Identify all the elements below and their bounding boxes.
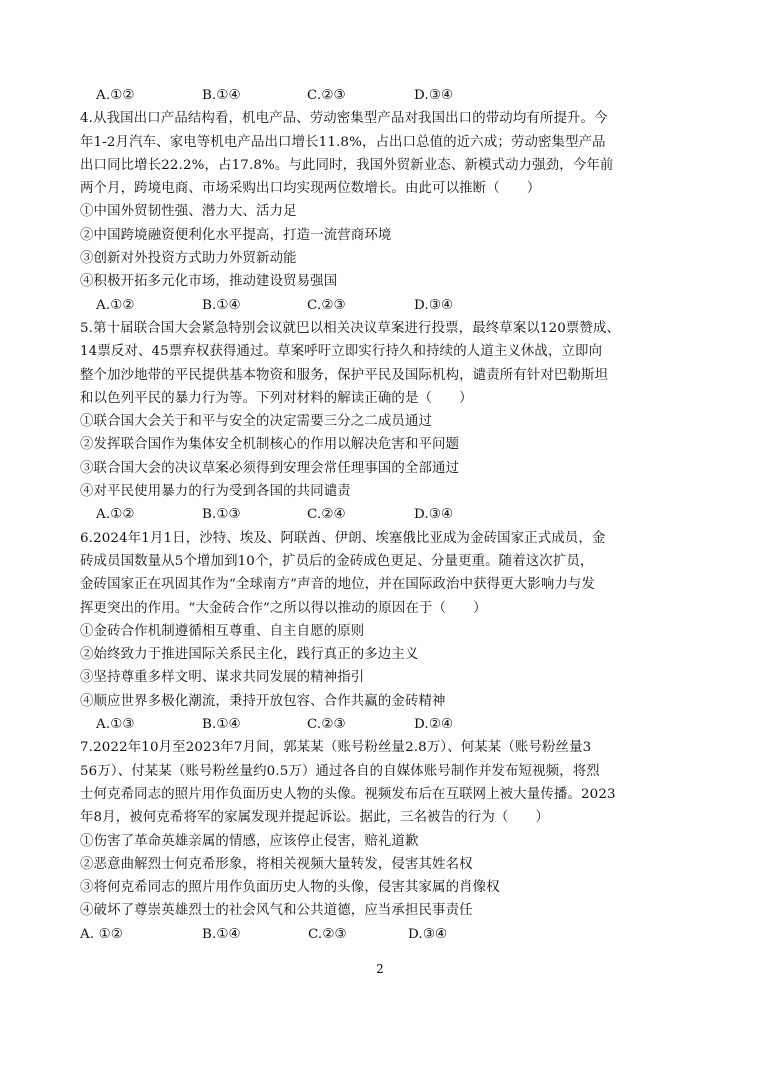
text-line: 5.第十届联合国大会紧急特别会议就巴以相关决议草案进行投票，最终草案以120票赞成、 — [80, 320, 621, 336]
answer-option: D.③④ — [414, 88, 454, 103]
answer-option: D.③④ — [408, 926, 448, 942]
answer-option: B.①④ — [202, 88, 241, 103]
text-line: ③联合国大会的决议草案必须得到安理会常任理事国的全部通过 — [80, 460, 460, 476]
page-number: 2 — [376, 962, 384, 976]
answer-option: A.①③ — [96, 717, 135, 733]
exam-content — [80, 84, 680, 946]
answer-option: D.③④ — [414, 297, 454, 313]
answer-option: B.①③ — [202, 507, 241, 523]
answer-option: C.②③ — [307, 717, 346, 733]
text-line: 14票反对、45票弃权获得通过。草案呼吁立即实行持久和持续的人道主义休战，立即向 — [80, 344, 603, 360]
text-line: ④破坏了尊崇英雄烈士的社会风气和公共道德，应当承担民事责任 — [80, 903, 473, 919]
answer-option: C.②③ — [307, 297, 346, 313]
text-line: 挥更突出的作用。“大金砖合作”之所以得以推动的原因在于（ ） — [80, 600, 487, 616]
text-line: ③创新对外投资方式助力外贸新动能 — [80, 251, 297, 267]
answer-options — [80, 923, 680, 946]
text-line: 士何克希同志的照片用作负面历史人物的头像。视频发布后在互联网上被大量传播。2023 — [80, 786, 616, 802]
answer-option: C.②④ — [307, 507, 346, 523]
answer-options — [80, 503, 680, 526]
answer-options — [80, 713, 680, 736]
text-line: 整个加沙地带的平民提供基本物资和服务，保护平民及国际机构，谴责所有针对巴勒斯坦 — [80, 367, 609, 383]
text-line: ②发挥联合国作为集体安全机制核心的作用以解决危害和平问题 — [80, 437, 460, 453]
answer-option: D.③④ — [414, 507, 454, 523]
answer-option: A.①② — [96, 507, 135, 523]
answer-option: A. ①② — [80, 926, 123, 942]
text-line: ①金砖合作机制遵循相互尊重、自主自愿的原则 — [80, 623, 365, 639]
text-line: ①联合国大会关于和平与安全的决定需要三分之二成员通过 — [80, 414, 433, 430]
text-line: 56万）、付某某（账号粉丝量约0.5万）通过各自的自媒体账号制作并发布短视频，将烈 — [80, 763, 600, 779]
answer-option: C.②③ — [308, 926, 347, 942]
text-line: ④积极开拓多元化市场，推动建设贸易强国 — [80, 274, 338, 290]
text-line: ①伤害了革命英雄亲属的情感，应该停止侵害，赔礼道歉 — [80, 833, 419, 849]
text-line: 金砖国家正在巩固其作为“全球南方”声音的地位，并在国际政治中获得更大影响力与发 — [80, 577, 595, 593]
text-line: 6.2024年1月1日，沙特、埃及、阿联酋、伊朗、埃塞俄比亚成为金砖国家正式成员，金 — [80, 530, 606, 546]
answer-option: B.①④ — [202, 926, 241, 942]
text-line: 7.2022年10月至2023年7月间，郭某某（账号粉丝量2.8万）、何某某（账号粉丝量3 — [80, 740, 592, 756]
text-line: 出口同比增长22.2%，占17.8%。与此同时，我国外贸新业态、新模式动力强劲，今年前 — [80, 157, 614, 173]
answer-option: B.①④ — [202, 297, 241, 313]
text-line: ④对平民使用暴力的行为受到各国的共同谴责 — [80, 484, 351, 500]
answer-options — [80, 84, 680, 107]
text-line: ②始终致力于推进国际关系民主化，践行真正的多边主义 — [80, 647, 419, 663]
text-line: 和以色列平民的暴力行为等。下列对材料的解读正确的是（ ） — [80, 390, 473, 406]
text-line: ②恶意曲解烈士何克希形象，将相关视频大量转发，侵害其姓名权 — [80, 856, 473, 872]
text-line: 年1-2月汽车、家电等机电产品出口增长11.8%，占出口总值的近六成；劳动密集型产品 — [80, 134, 606, 150]
answer-option: D.②④ — [414, 717, 454, 733]
answer-option: C.②③ — [307, 88, 346, 103]
text-line: ④顺应世界多极化潮流，秉持开放包容、合作共赢的金砖精神 — [80, 693, 446, 709]
text-line: 两个月，跨境电商、市场采购出口均实现两位数增长。由此可以推断（ ） — [80, 181, 541, 197]
text-line: ③将何克希同志的照片用作负面历史人物的头像，侵害其家属的肖像权 — [80, 880, 500, 896]
answer-options — [80, 294, 680, 317]
text-line: ③坚持尊重多样文明、谋求共同发展的精神指引 — [80, 670, 365, 686]
answer-option: A.①② — [96, 88, 135, 103]
text-line: ①中国外贸韧性强、潜力大、活力足 — [80, 204, 297, 220]
text-line: 年8月，被何克希将军的家属发现并提起诉讼。据此，三名被告的行为（ ） — [80, 810, 550, 826]
text-line: ②中国跨境融资便利化水平提高，打造一流营商环境 — [80, 227, 392, 243]
answer-option: B.①④ — [202, 717, 241, 733]
answer-option: A.①② — [96, 297, 135, 313]
text-line: 4.从我国出口产品结构看，机电产品、劳动密集型产品对我国出口的带动均有所提升。今 — [80, 111, 608, 127]
text-line: 砖成员国数量从5个增加到10个，扩员后的金砖成色更足、分量更重。随着这次扩员， — [80, 553, 594, 569]
